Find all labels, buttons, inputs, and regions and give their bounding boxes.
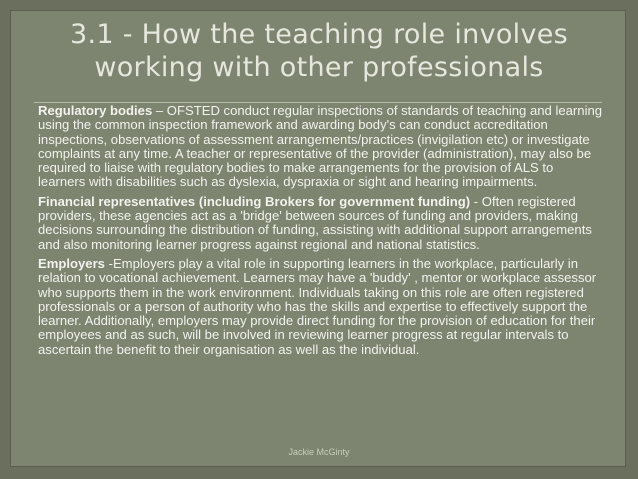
slide-body	[38, 104, 604, 362]
term-financial-representatives: Financial representatives (including Brokers for government funding)	[38, 193, 471, 209]
paragraph-financial-representatives	[38, 195, 604, 252]
term-employers: Employers	[38, 255, 105, 271]
text-employers: -Employers play a vital role in supporting learners in the workplace, particularly in relation to vocational achievement. Learners may have a 'buddy' , mentor or workplace assessor who supports them in the work environment. Individuals taking on this role are often registered professionals or a person of authority who has the skills and expertise to effectively support the learner. Additionally, employers may provide direct funding for the provision of education for their employees and as such, will be involved in reviewing learner progress at regular intervals to ascertain the benefit to their organisation as well as the individual.	[38, 255, 597, 357]
paragraph-employers	[38, 257, 604, 357]
text-regulatory-bodies: – OFSTED conduct regular inspections of standards of teaching and learning using the common inspection framework and awarding body's can conduct accreditation inspections, observations of assessment arrangements/practices (invigilation etc) or investigate complaints at any time. A teacher or representative of the provider (administration), may also be required to liaise with regulatory bodies to make arrangements for the provision of ALS to learners with disabilities such as dyslexia, dyspraxia or sight and hearing impairments.	[38, 103, 603, 190]
slide-title: 3.1 - How the teaching role involves working with other professionals	[69, 19, 569, 83]
paragraph-regulatory-bodies	[38, 104, 604, 190]
term-regulatory-bodies: Regulatory bodies	[38, 103, 153, 118]
text-financial-representatives: - Often registered providers, these agencies act as a 'bridge' between sources of funding and providers, making decisions surrounding the distribution of funding, assisting with additional support arrangements and also monitoring learner progress against regional and national statistics.	[38, 193, 592, 252]
footer-author: Jackie McGinty	[288, 447, 350, 457]
